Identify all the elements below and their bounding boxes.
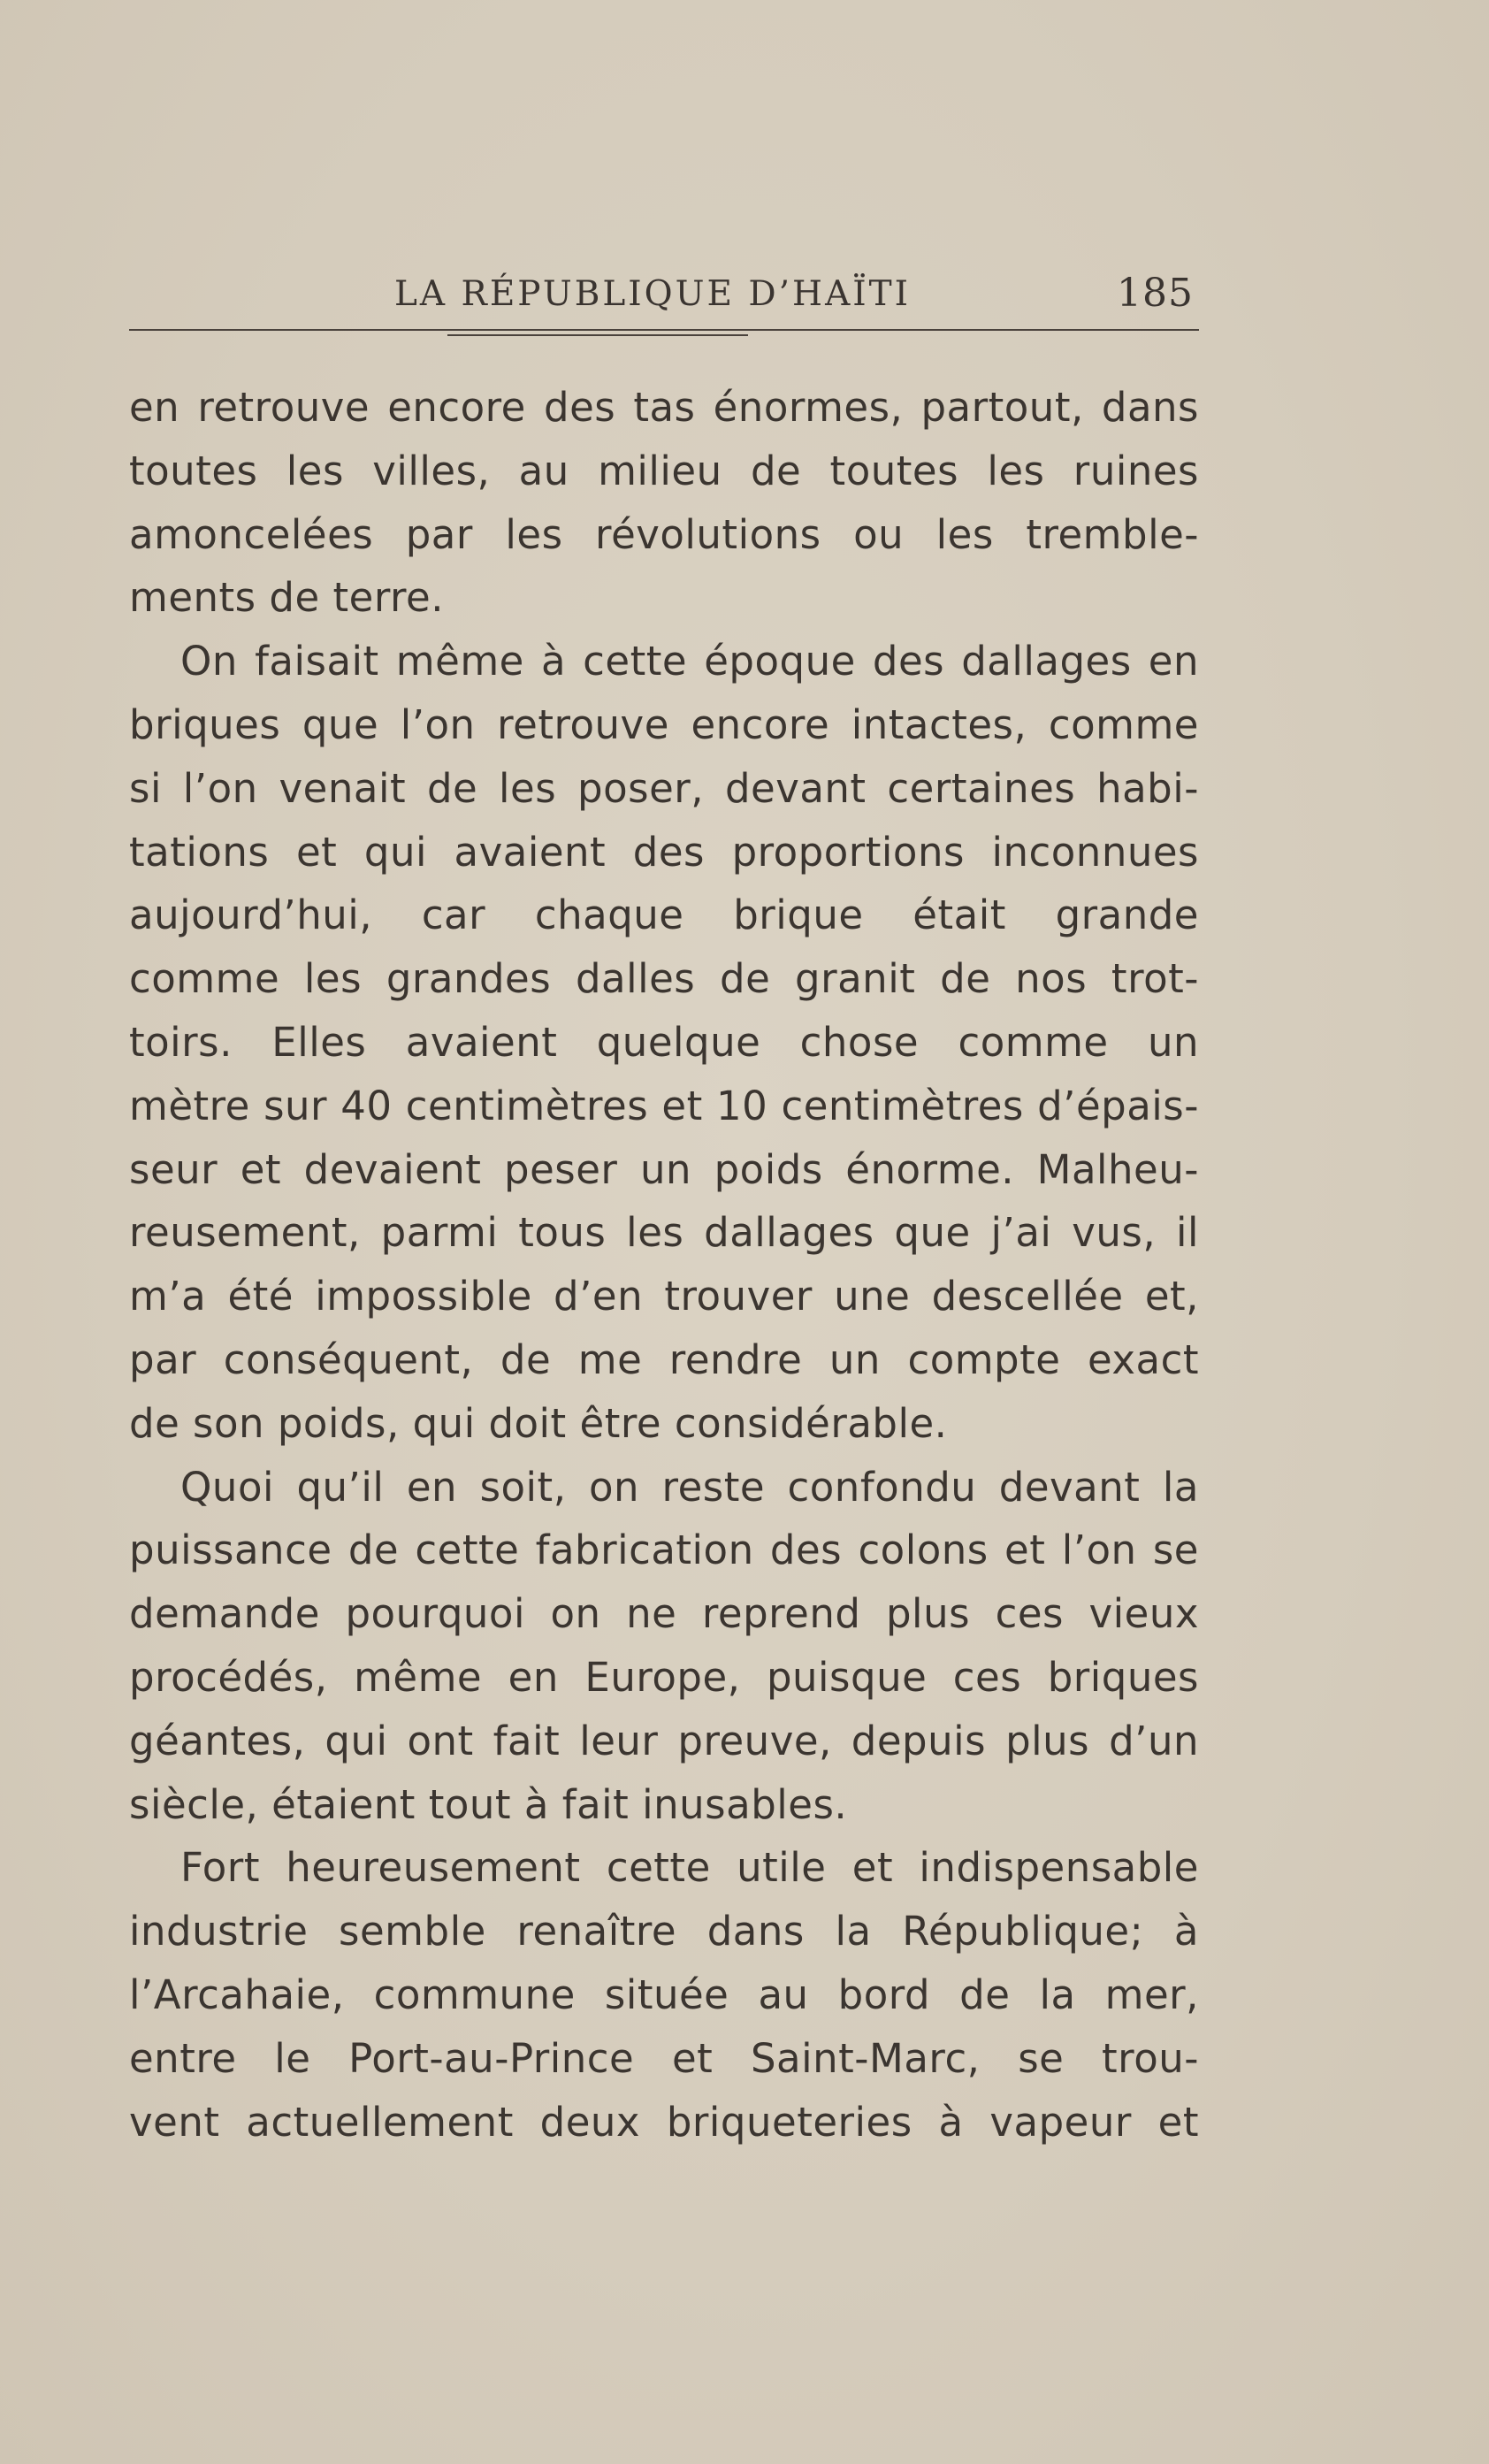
header-rule-ornament [447,334,748,336]
text-line: toutes les villes, au milieu de toutes les ruines [129,447,1199,494]
text-line: demande pourquoi on ne reprend plus ces vieux [129,1590,1199,1638]
text-line: briques que l’on retrouve encore intactes, comme [129,700,1199,748]
text-line: toirs. Elles avaient quelque chose comme un [129,1018,1199,1066]
text-line: entre le Port-au-Prince et Saint-Marc, se trou- [129,2034,1199,2082]
text-line: procédés, même en Europe, puisque ces briques [129,1653,1199,1701]
text-line: de son poids, qui doit être considérable. [129,1399,948,1447]
text-line: l’Arcahaie, commune située au bord de la mer, [129,1970,1199,2018]
text-line: amoncelées par les révolutions ou les tremble- [129,510,1199,558]
header-rule [129,329,1199,331]
text-line: aujourd’hui, car chaque brique était grande [129,891,1199,939]
text-line: m’a été impossible d’en trouver une descellée et, [129,1273,1199,1320]
text-line: reusement, parmi tous les dallages que j’ai vus, il [129,1209,1199,1257]
text-line: Fort heureusement cette utile et indispensable [180,1844,1199,1892]
page-number: 185 [1117,271,1194,316]
text-line: tations et qui avaient des proportions inconnues [129,828,1199,876]
text-line: On faisait même à cette époque des dallages en [180,638,1199,685]
text-line: seur et devaient peser un poids énorme. Malheu- [129,1145,1199,1193]
text-line: comme les grandes dalles de granit de nos trot- [129,955,1199,1003]
running-head [129,265,1199,327]
text-line: mètre sur 40 centimètres et 10 centimètres d’épais- [129,1082,1199,1129]
text-line: vent actuellement deux briqueteries à vapeur et [129,2098,1199,2146]
running-title: LA RÉPUBLIQUE D’HAÏTI [394,274,912,314]
text-line: siècle, étaient tout à fait inusables. [129,1780,848,1828]
text-line: par conséquent, de me rendre un compte exact [129,1335,1199,1383]
text-line: géantes, qui ont fait leur preuve, depuis plus d’un [129,1717,1199,1764]
text-line: industrie semble renaître dans la République; à [129,1908,1199,1955]
text-line: Quoi qu’il en soit, on reste confondu devant la [180,1463,1199,1511]
body-text [129,376,1199,2154]
text-line: ments de terre. [129,574,445,622]
text-line: en retrouve encore des tas énormes, partout, dans [129,384,1199,431]
text-line: si l’on venait de les poser, devant certaines habi- [129,764,1199,812]
text-line: puissance de cette fabrication des colons et l’on se [129,1527,1199,1574]
